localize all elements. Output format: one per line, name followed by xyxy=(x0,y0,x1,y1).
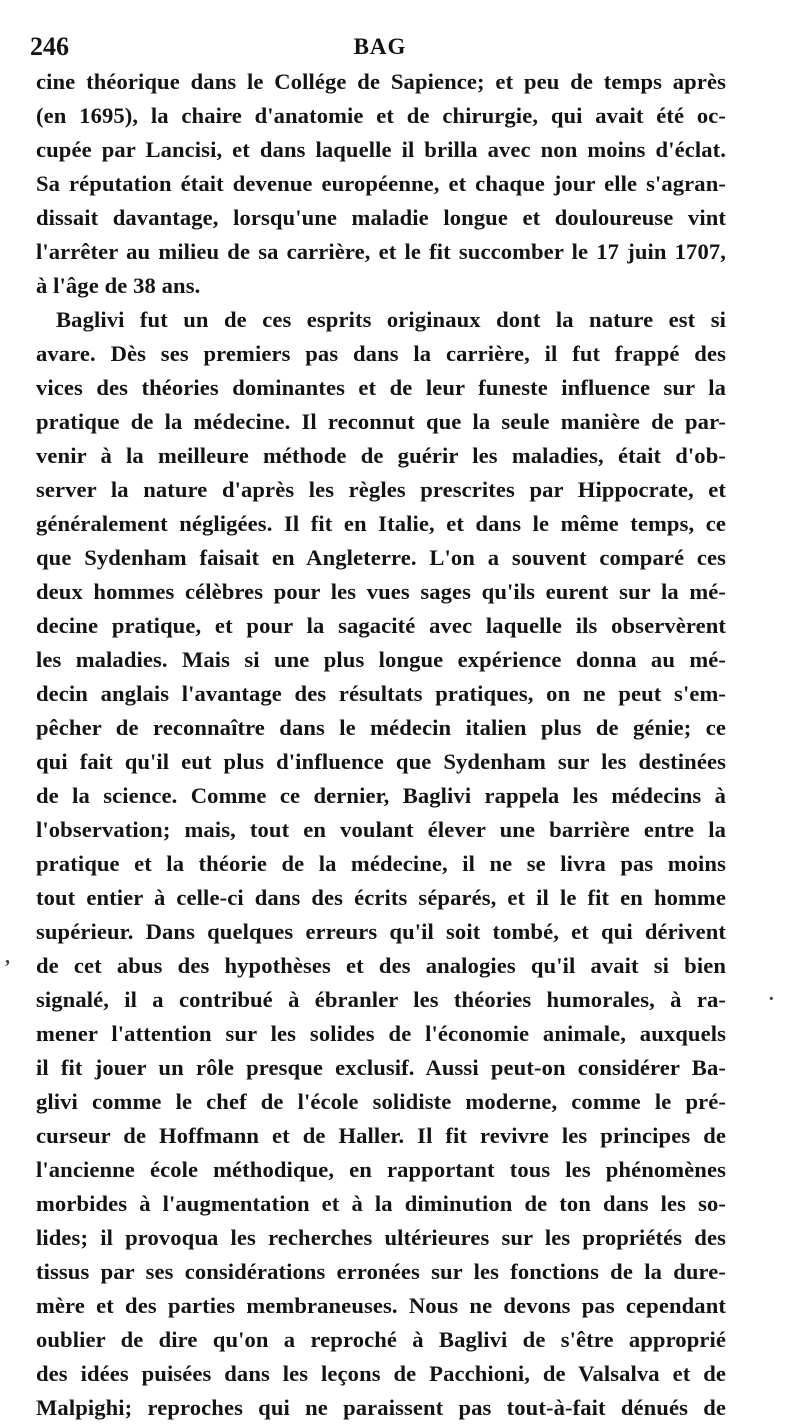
text-line: tout entier à celle-ci dans des écrits séparés, et il le fit en homme xyxy=(36,885,726,910)
text-line: pratique de la médecine. Il reconnut que la seule manière de par- xyxy=(36,409,726,434)
text-line: morbides à l'augmentation et à la diminution de ton dans les so- xyxy=(36,1191,726,1216)
text-line: dissait davantage, lorsqu'une maladie longue et douloureuse vint xyxy=(36,205,726,230)
text-line: Sa réputation était devenue européenne, et chaque jour elle s'agran- xyxy=(36,171,726,196)
running-head: BAG xyxy=(353,34,407,59)
text-line: il fit jouer un rôle presque exclusif. Aussi peut-on considérer Ba- xyxy=(36,1055,726,1080)
text-line: curseur de Hoffmann et de Haller. Il fit revivre les principes de xyxy=(36,1123,726,1148)
page-number: 246 xyxy=(30,32,69,61)
text-line: decin anglais l'avantage des résultats pratiques, on ne peut s'em- xyxy=(36,681,726,706)
text-line: mener l'attention sur les solides de l'économie animale, auxquels xyxy=(36,1021,726,1046)
text-line: cine théorique dans le Collége de Sapience; et peu de temps après xyxy=(36,69,726,94)
text-line: mère et des parties membraneuses. Nous ne devons pas cependant xyxy=(36,1293,726,1318)
text-line: oublier de dire qu'on a reproché à Baglivi de s'être approprié xyxy=(36,1327,726,1352)
text-line: que Sydenham faisait en Angleterre. L'on a souvent comparé ces xyxy=(36,545,726,570)
text-line: decine pratique, et pour la sagacité avec laquelle ils observèrent xyxy=(36,613,726,638)
text-line: (en 1695), la chaire d'anatomie et de chirurgie, qui avait été oc- xyxy=(36,103,726,128)
text-line: qui fait qu'il eut plus d'influence que Sydenham sur les destinées xyxy=(36,749,726,774)
text-line: lides; il provoqua les recherches ultérieures sur les propriétés des xyxy=(36,1225,726,1250)
text-line: généralement négligées. Il fit en Italie, et dans le même temps, ce xyxy=(36,511,726,536)
margin-mark: · xyxy=(768,988,775,1010)
text-line: l'ancienne école méthodique, en rapportant tous les phénomènes xyxy=(36,1157,726,1182)
text-line: de la science. Comme ce dernier, Baglivi rappela les médecins à xyxy=(36,783,726,808)
text-line: server la nature d'après les règles prescrites par Hippocrate, et xyxy=(36,477,726,502)
text-line: les maladies. Mais si une plus longue expérience donna au mé- xyxy=(36,647,726,672)
text-line: à l'âge de 38 ans. xyxy=(36,273,201,298)
text-line: signalé, il a contribué à ébranler les théories humorales, à ra- xyxy=(36,987,726,1012)
text-line: tissus par ses considérations erronées sur les fonctions de la dure- xyxy=(36,1259,726,1284)
text-line: venir à la meilleure méthode de guérir les maladies, était d'ob- xyxy=(36,443,726,468)
text-line: des idées puisées dans les leçons de Pacchioni, de Valsalva et de xyxy=(36,1361,726,1386)
text-line: pratique et la théorie de la médecine, il ne se livra pas moins xyxy=(36,851,726,876)
text-line: l'observation; mais, tout en voulant élever une barrière entre la xyxy=(36,817,726,842)
text-line: vices des théories dominantes et de leur funeste influence sur la xyxy=(36,375,726,400)
body-text xyxy=(36,65,726,1425)
text-line: de cet abus des hypothèses et des analogies qu'il avait si bien xyxy=(36,953,726,978)
text-line: avare. Dès ses premiers pas dans la carrière, il fut frappé des xyxy=(36,341,726,366)
page-header xyxy=(30,32,730,62)
margin-mark: , xyxy=(5,946,10,968)
text-line: l'arrêter au milieu de sa carrière, et le fit succomber le 17 juin 1707, xyxy=(36,239,726,264)
text-line: pêcher de reconnaître dans le médecin italien plus de génie; ce xyxy=(36,715,726,740)
text-line: cupée par Lancisi, et dans laquelle il brilla avec non moins d'éclat. xyxy=(36,137,726,162)
text-line: supérieur. Dans quelques erreurs qu'il soit tombé, et qui dérivent xyxy=(36,919,726,944)
text-line: Malpighi; reproches qui ne paraissent pas tout-à-fait dénués de xyxy=(36,1395,726,1420)
text-line: glivi comme le chef de l'école solidiste moderne, comme le pré- xyxy=(36,1089,726,1114)
text-line: Baglivi fut un de ces esprits originaux dont la nature est si xyxy=(56,307,726,332)
text-line: deux hommes célèbres pour les vues sages qu'ils eurent sur la mé- xyxy=(36,579,726,604)
